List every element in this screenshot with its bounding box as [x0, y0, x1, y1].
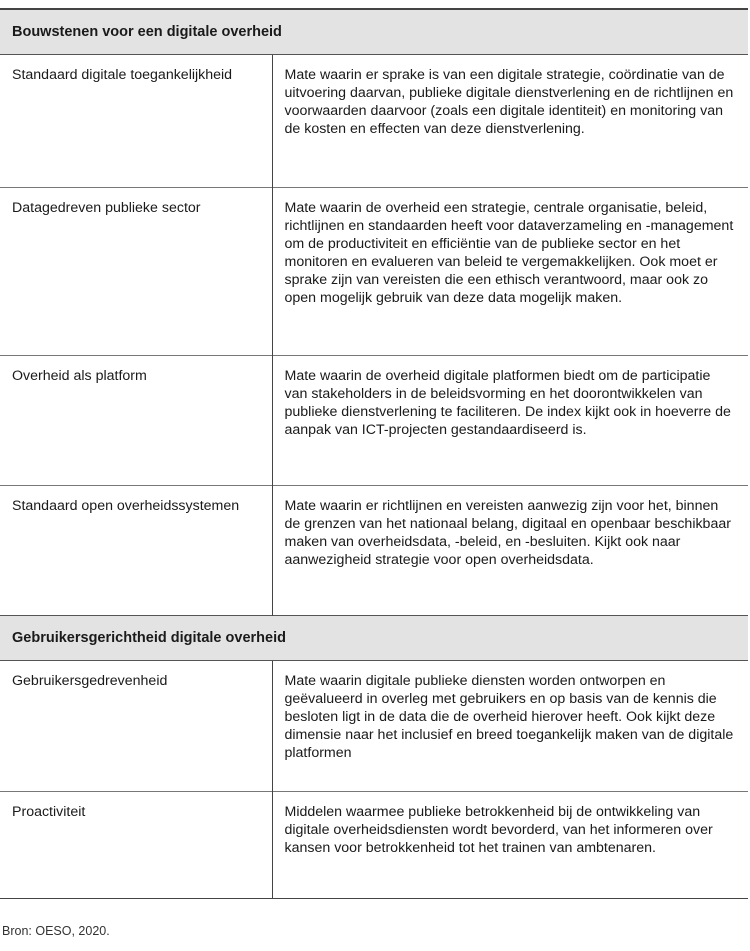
- row-term: Standaard digitale toegankelijkheid: [0, 55, 272, 188]
- table-row: [0, 486, 748, 616]
- row-term: Gebruikersgedrevenheid: [0, 661, 272, 792]
- row-description: Mate waarin de overheid digitale platformen biedt om de participatie van stakeholders in de beleidsvorming en het doorontwikkelen van publieke dienstverlening te faciliteren. De index kijkt ook in hoeverre de aanpak van ICT-projecten gestandaardiseerd is.: [272, 356, 748, 486]
- table-row: [0, 661, 748, 792]
- section-title: Gebruikersgerichtheid digitale overheid: [0, 616, 748, 661]
- section-title: Bouwstenen voor een digitale overheid: [0, 9, 748, 55]
- table-row: [0, 356, 748, 486]
- definitions-table: [0, 8, 748, 899]
- row-term: Datagedreven publieke sector: [0, 188, 272, 356]
- row-term: Overheid als platform: [0, 356, 272, 486]
- row-description: Mate waarin de overheid een strategie, centrale organisatie, beleid, richtlijnen en standaarden heeft voor dataverzameling en -management om de productiviteit en efficiëntie van de publieke sector en het monitoren en evalueren van beleid te vergemakkelijken. Ook moet er sprake zijn van vereisten die een ethisch verantwoord, maar ook zo open mogelijk gebruik van deze data mogelijk maken.: [272, 188, 748, 356]
- section-header-row: [0, 9, 748, 55]
- row-term: Proactiviteit: [0, 792, 272, 899]
- table-row: [0, 792, 748, 899]
- table-row: [0, 55, 748, 188]
- source-note: Bron: OESO, 2020.: [2, 924, 110, 938]
- row-description: Mate waarin digitale publieke diensten worden ontworpen en geëvalueerd in overleg met gebruikers en op basis van de kennis die besloten ligt in de data die de overheid hierover heeft. Ook kijkt deze dimensie naar het inclusief en breed toegankelijk maken van de digitale platformen: [284, 673, 734, 761]
- row-description: Mate waarin er sprake is van een digitale strategie, coördinatie van de uitvoering daarvan, publieke digitale dienstverlening en de richtlijnen en voorwaarden daarvoor (zoals een digitale identiteit) en monitoring van de kosten en effecten van deze dienstverlening.: [284, 67, 734, 137]
- row-description: Middelen waarmee publieke betrokkenheid bij de ontwikkeling van digitale overheidsdiensten wordt bevorderd, van het informeren over kansen voor betrokkenheid tot het trainen van ambtenaren.: [272, 792, 748, 899]
- section-header-row: [0, 616, 748, 661]
- table-row: [0, 188, 748, 356]
- row-term: Standaard open overheidssystemen: [0, 486, 272, 616]
- row-description: Mate waarin er richtlijnen en vereisten aanwezig zijn voor het, binnen de grenzen van het nationaal belang, digitaal en openbaar beschikbaar maken van overheidsdata, -beleid, en -besluiten. Kijkt ook naar aanwezigheid strategie voor open overheidsdata.: [272, 486, 748, 616]
